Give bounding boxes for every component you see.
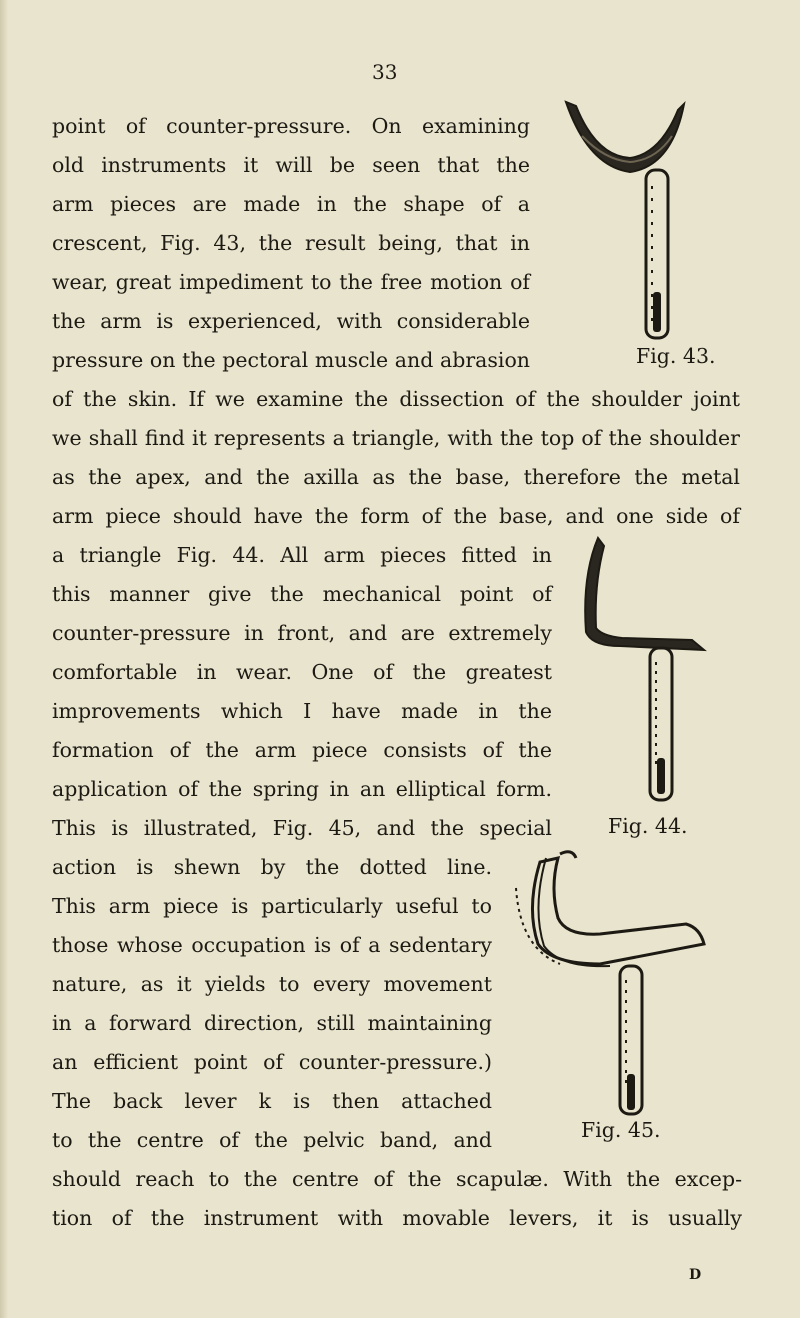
- page-number: 33: [372, 60, 398, 84]
- text-line: wear, great impediment to the free motion of: [52, 270, 530, 294]
- text-line: old instruments it will be seen that the: [52, 153, 530, 177]
- triangle-arm: [585, 538, 704, 650]
- fig-44-caption: Fig. 44.: [608, 814, 688, 838]
- signature-mark: D: [689, 1267, 702, 1283]
- figure-44-triangular-arm-piece: [560, 536, 710, 806]
- text-line: application of the spring in an elliptical form.: [52, 777, 552, 801]
- spring-ellipse: [532, 858, 704, 964]
- text-line: we shall find it represents a triangle, with the top of the shoulder: [52, 426, 740, 450]
- text-line: This is illustrated, Fig. 45, and the special: [52, 816, 552, 840]
- text-line: of the skin. If we examine the dissection of the shoulder joint: [52, 387, 740, 411]
- text-line: as the apex, and the axilla as the base, therefore the metal: [52, 465, 740, 489]
- figure-45-elliptical-spring-arm-piece: [500, 848, 710, 1120]
- text-line: should reach to the centre of the scapulæ. With the excep-: [52, 1167, 742, 1191]
- text-line: an efficient point of counter-pressure.): [52, 1050, 492, 1074]
- text-line: comfortable in wear. One of the greatest: [52, 660, 552, 684]
- text-line: a triangle Fig. 44. All arm pieces fitted in: [52, 543, 552, 567]
- fig-45-caption: Fig. 45.: [581, 1118, 661, 1142]
- text-line: arm piece should have the form of the base, and one side of: [52, 504, 740, 528]
- text-line: The back lever k is then attached: [52, 1089, 492, 1113]
- text-line: arm pieces are made in the shape of a: [52, 192, 530, 216]
- text-line: nature, as it yields to every movement: [52, 972, 492, 996]
- text-line: action is shewn by the dotted line.: [52, 855, 492, 879]
- text-line: improvements which I have made in the: [52, 699, 552, 723]
- text-line: This arm piece is particularly useful to: [52, 894, 492, 918]
- text-line: those whose occupation is of a sedentary: [52, 933, 492, 957]
- text-line: the arm is experienced, with considerable: [52, 309, 530, 333]
- text-line: crescent, Fig. 43, the result being, that in: [52, 231, 530, 255]
- text-line: formation of the arm piece consists of the: [52, 738, 552, 762]
- text-line: this manner give the mechanical point of: [52, 582, 552, 606]
- page-edge-shadow: [0, 0, 8, 1318]
- text-line: pressure on the pectoral muscle and abrasion: [52, 348, 530, 372]
- text-line: counter-pressure in front, and are extremely: [52, 621, 552, 645]
- text-line: to the centre of the pelvic band, and: [52, 1128, 492, 1152]
- fig-43-caption: Fig. 43.: [636, 344, 716, 368]
- text-line: tion of the instrument with movable levers, it is usually: [52, 1206, 742, 1230]
- text-line: point of counter-pressure. On examining: [52, 114, 530, 138]
- text-line: in a forward direction, still maintaining: [52, 1011, 492, 1035]
- figure-43-crescent-arm-piece: [560, 96, 690, 346]
